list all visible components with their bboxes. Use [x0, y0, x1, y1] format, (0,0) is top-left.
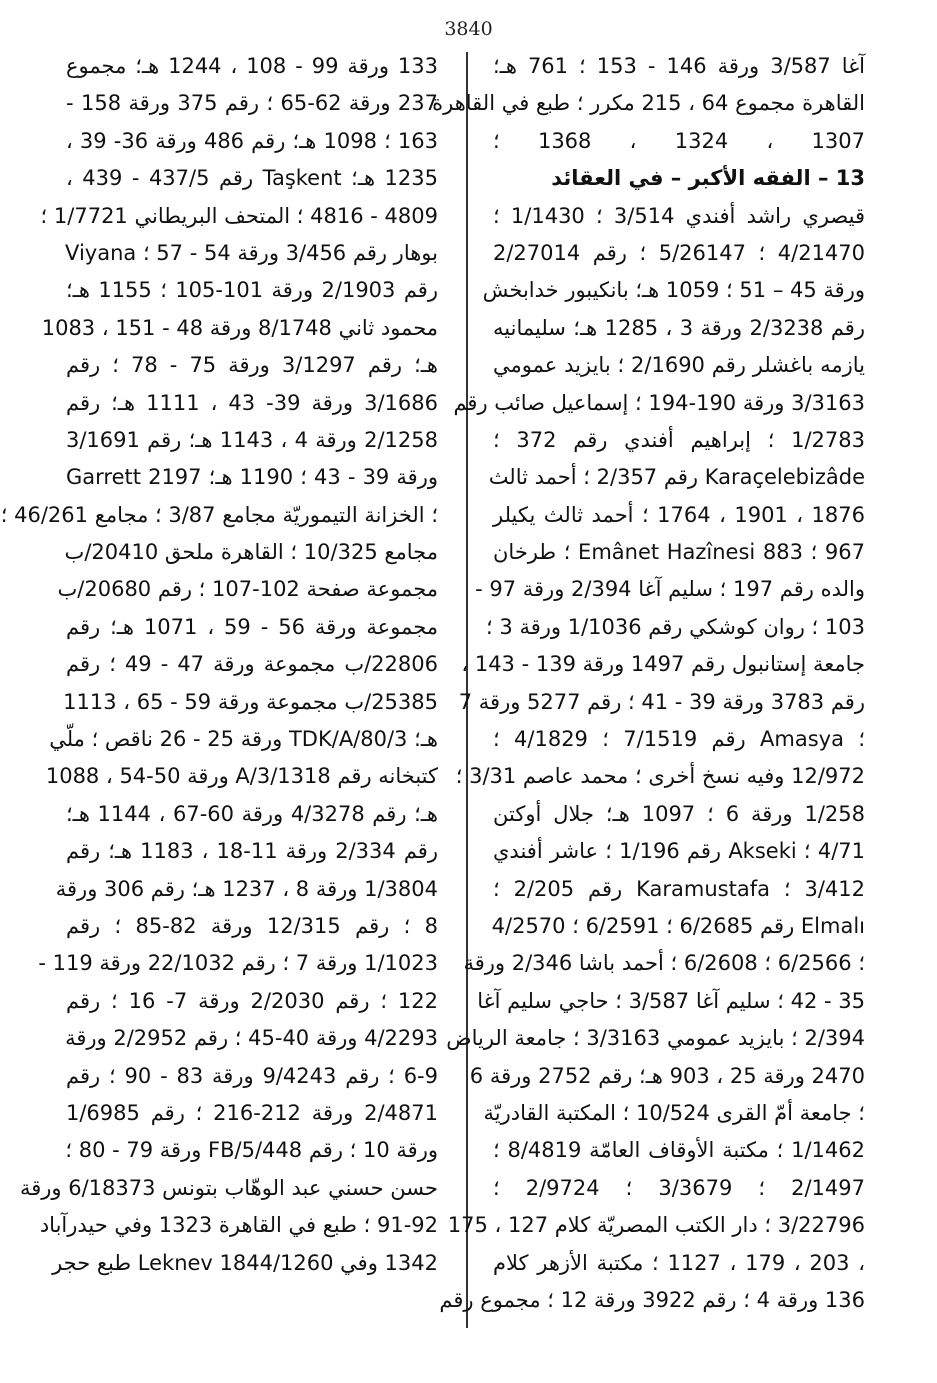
text-line: Elmalı رقم 6/2685 ؛ 6/2591 ؛ 4/2570 — [491, 913, 865, 938]
text-line: 967 ؛ Emânet Hazînesi 883 ؛ طرخان — [493, 540, 865, 565]
text-line: رقم 2/334 ورقة 11-18 ، 1183 هـ؛ رقم — [66, 839, 438, 864]
text-line: 3/22796 ؛ دار الكتب المصريّة كلام 127 ، 175 — [447, 1213, 865, 1238]
text-line: 122 ؛ رقم 2/2030 ورقة 7- 16 ؛ رقم — [66, 988, 439, 1013]
text-line: مجموعة ورقة 56 - 59 ، 1071 هـ؛ رقم — [66, 614, 438, 639]
text-line: 1342 وفي Leknev 1844/1260 طبع حجر — [52, 1250, 438, 1275]
page-number: 3840 — [444, 18, 493, 40]
text-line: 25385/ب مجموعة ورقة 59 - 65 ، 1113 — [63, 689, 438, 714]
text-line: محمود ثاني 8/1748 ورقة 48 - 151 ، 1083 — [41, 315, 438, 340]
text-line: قيصري راشد أفندي 3/514 ؛ 1/1430 ؛ — [493, 203, 865, 228]
text-line: 3/412 ؛ Karamustafa رقم 2/205 ؛ — [493, 876, 865, 901]
text-line: ؛ جامعة أمّ القرى 10/524 ؛ المكتبة القادريّة — [483, 1100, 865, 1125]
right-column — [432, 48, 866, 1319]
text-line: 4/21470 ؛ 5/26147 ؛ رقم 2/27014 — [493, 240, 866, 265]
text-line: 12/972 وفيه نسخ أخرى ؛ محمد عاصم 3/31 ؛ — [455, 764, 865, 789]
text-line: 2470 ورقة 25 ، 903 هـ؛ رقم 2752 ورقة 6 — [469, 1063, 865, 1088]
text-line: 136 ورقة 4 ؛ رقم 3922 ورقة 12 ؛ مجموع رقم — [439, 1287, 865, 1312]
text-line: هـ؛ رقم 4/3278 ورقة 60-67 ، 1144 هـ؛ — [66, 801, 438, 826]
text-line: والده رقم 197 ؛ سليم آغا 2/394 ورقة 97 - — [475, 577, 865, 602]
text-line: ؛ 6/2566 ؛ 6/2608 ؛ أحمد باشا 2/346 ورقة — [463, 951, 865, 976]
text-line: 2/1258 ورقة 4 ، 1143 هـ؛ رقم 3/1691 — [66, 427, 438, 452]
text-line: 103 ؛ روان كوشكي رقم 1/1036 ورقة 3 ؛ — [486, 614, 865, 639]
text-line: جامعة إستانبول رقم 1497 ورقة 139 - 143 ، — [461, 652, 865, 677]
text-line: 1/1023 ورقة 7 ؛ رقم 22/1032 ورقة 119 - — [38, 951, 438, 976]
text-line: 91-92 ؛ طبع في القاهرة 1323 وفي حيدرآباد — [39, 1213, 438, 1238]
text-line: 8 ؛ رقم 12/315 ورقة 82-85 ؛ رقم — [66, 913, 438, 938]
text-line: كتبخانه رقم A/3/1318 ورقة 50-54 ، 1088 — [45, 764, 438, 789]
text-line: ؛ الخزانة التيموريّة مجامع 3/87 ؛ مجامع 46/261 ؛ — [0, 502, 438, 527]
text-line: آغا 3/587 ورقة 146 - 153 ؛ 761 هـ؛ — [493, 54, 866, 78]
text-line: ، 203 ، 179 ، 1127 ؛ مكتبة الأزهر كلام — [493, 1250, 865, 1275]
text-line: 4/2293 ورقة 40-45 ؛ رقم 2/2952 ورقة — [65, 1026, 438, 1051]
text-line: 1/1462 ؛ مكتبة الأوقاف العامّة 8/4819 ؛ — [493, 1138, 865, 1163]
text-line: القاهرة مجموع 64 ، 215 مكرر ؛ طبع في القاهرة — [432, 91, 865, 116]
text-line: 1307 ، 1324 ، 1368 ؛ — [493, 128, 865, 153]
text-line: رقم 2/1903 ورقة 101-105 ؛ 1155 هـ؛ — [66, 278, 438, 303]
text-line: مجموعة صفحة 102-107 ؛ رقم 20680/ب — [57, 577, 438, 602]
text-line: 35 - 42 ؛ سليم آغا 3/587 ؛ حاجي سليم آغا — [477, 988, 865, 1013]
text-line: 1235 هـ؛ Taşkent رقم 437/5 - 439 ، — [66, 166, 438, 191]
text-line: يازمه باغشلر رقم 2/1690 ؛ بايزيد عمومي — [493, 353, 866, 378]
text-line: حسن حسني عبد الوهّاب بتونس 6/18373 ورقة — [19, 1175, 438, 1200]
text-line: ورقة 45 – 51 ؛ 1059 هـ؛ بانكيبور خدابخش — [482, 278, 865, 303]
text-line: 163 ؛ 1098 هـ؛ رقم 486 ورقة 36- 39 ، — [66, 128, 439, 153]
text-line: 1/2783 ؛ إبراهيم أفندي رقم 372 ؛ — [493, 427, 865, 452]
text-line: 2/1497 ؛ 3/3679 ؛ 2/9724 ؛ — [493, 1175, 865, 1200]
text-line: 22806/ب مجموعة ورقة 47 - 49 ؛ رقم — [66, 652, 438, 677]
text-line: مجامع 10/325 ؛ القاهرة ملحق 20410/ب — [64, 540, 438, 565]
left-column — [0, 48, 439, 1282]
text-line: رقم 3783 ورقة 39 - 41 ؛ رقم 5277 ورقة 7 — [458, 689, 865, 714]
text-line: 1/258 ورقة 6 ؛ 1097 هـ؛ جلال أوكتن — [493, 801, 866, 826]
text-line: Karaçelebizâde رقم 2/357 ؛ أحمد ثالث — [488, 465, 865, 490]
text-line: 133 ورقة 99 - 108 ، 1244 هـ؛ مجموع — [66, 54, 438, 78]
text-line: هـ؛ TDK/A/80/3 ورقة 25 - 26 ناقص ؛ ملّي — [49, 727, 438, 752]
text-line: 237 ورقة 62-65 ؛ رقم 375 ورقة 158 - — [66, 91, 438, 116]
text-line: ورقة 39 - 43 ؛ 1190 هـ؛ Garrett 2197 — [66, 465, 438, 490]
text-line: ؛ Amasya رقم 7/1519 ؛ 4/1829 ؛ — [493, 727, 866, 752]
text-line: 3/3163 ورقة 190-194 ؛ إسماعيل صائب رقم — [453, 390, 865, 415]
section-heading: 13 – الفقه الأكبر – في العقائد — [551, 166, 865, 191]
text-line: 2/4871 ورقة 212-216 ؛ رقم 1/6985 — [66, 1100, 439, 1125]
text-line: رقم 2/3238 ورقة 3 ، 1285 هـ؛ سليمانيه — [493, 315, 865, 340]
text-line: 1876 ، 1901 ، 1764 ؛ أحمد ثالث يكيلر — [493, 502, 865, 527]
text-line: 4/71 ؛ Akseki رقم 1/196 ؛ عاشر أفندي — [493, 839, 866, 864]
text-line: 6-9 ؛ رقم 9/4243 ورقة 83 - 90 ؛ رقم — [66, 1063, 438, 1088]
text-line: 3/1686 ورقة 39- 43 ، 1111 هـ؛ رقم — [66, 390, 438, 415]
text-line: هـ؛ رقم 3/1297 ورقة 75 - 78 ؛ رقم — [66, 353, 438, 378]
text-line: بوهار رقم 3/456 ورقة 54 - 57 ؛ Viyana — [65, 240, 438, 265]
text-line: 1/3804 ورقة 8 ، 1237 هـ؛ رقم 306 ورقة — [55, 876, 438, 901]
text-line: 4809 - 4816 ؛ المتحف البريطاني 1/7721 ؛ — [40, 203, 438, 228]
text-line: ورقة 10 ؛ رقم FB/5/448 ورقة 79 - 80 ؛ — [65, 1138, 438, 1163]
text-line: 2/394 ؛ بايزيد عمومي 3/3163 ؛ جامعة الرياض — [446, 1026, 865, 1051]
